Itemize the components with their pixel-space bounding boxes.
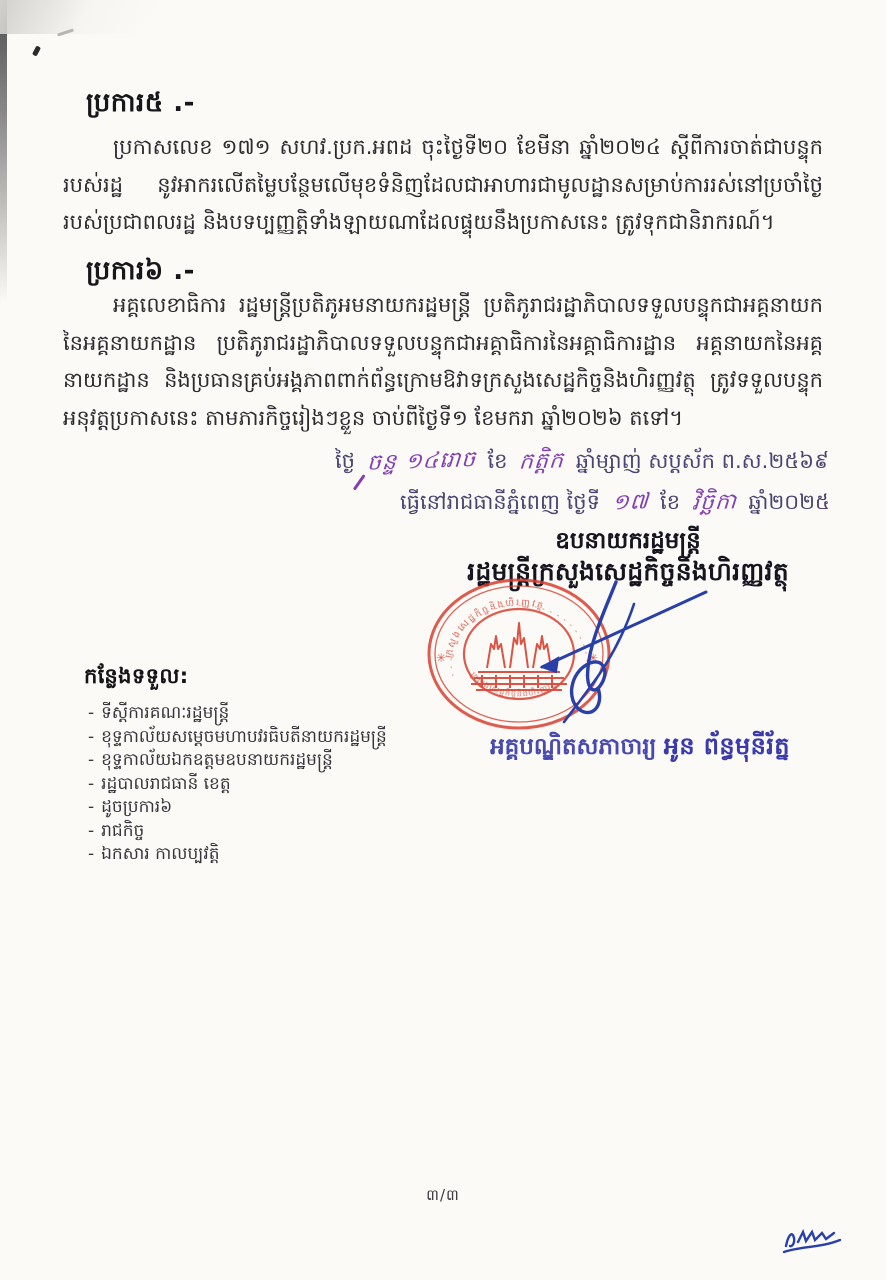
article-6-heading: ប្រការ៦ .-: [86, 256, 195, 286]
handwritten-initial-scribble: [778, 1212, 856, 1262]
recipient-item: - ទីស្តីការគណៈរដ្ឋមន្ត្រី: [88, 703, 230, 723]
scan-corner-shade: [0, 0, 190, 34]
signer-title-minister: រដ្ឋមន្ត្រីក្រសួងសេដ្ឋកិច្ចនិងហិរញ្ញវត្ថុ: [467, 557, 789, 586]
signer-name: អូន ព័ន្ធមុនីរ័ត្ន: [663, 732, 790, 760]
dateline2-month-label: ខែ: [660, 490, 681, 514]
article-5-body: ប្រកាសលេខ ១៧១ សហវ.ប្រក.អពដ ចុះថ្ងៃទី២០ ខែមីនា ឆ្នាំ២០២៤ ស្តីពីការចាត់ជាបន្ទុករបស់រដ្ឋ នូវអាករលើតម្លៃបន្ថែមលើមុខទំនិញដែលជាអាហារជាមូលដ្ឋានសម្រាប់ការរស់នៅប្រចាំថ្ងៃរបស់ប្រជាពលរដ្ឋ និងបទប្បញ្ញត្តិទាំងឡាយណាដែលផ្ទុយនឹងប្រកាសនេះ ត្រូវទុកជានិរាករណ៍។: [63, 135, 823, 234]
svg-text:✳: ✳: [588, 651, 599, 665]
handwritten-lunar-day: ចន្ទ ១៤រោច: [365, 447, 477, 476]
recipient-item: - ខុទ្ទកាល័យសម្តេចមហាបវរធិបតីនាយករដ្ឋមន្ត្រី: [88, 726, 387, 747]
seal-ring-text-bottom: ក្រសួងសេដ្ឋកិច្ចនិងហិរញ្ញវត្ថុ: [468, 670, 559, 699]
minister-signature: [438, 564, 728, 736]
page-number: ៣/៣: [426, 1186, 460, 1204]
lunar-dateline: [335, 447, 829, 479]
dateline2-suffix: ឆ្នាំ២០២៥: [748, 490, 830, 514]
svg-text:✳: ✳: [436, 651, 447, 665]
recipients-heading: កន្លែងទទួល:: [84, 664, 189, 688]
dateline1-month-label: ខែ: [487, 449, 508, 473]
recipient-item: - ដូចប្រការ៦: [88, 797, 173, 817]
recipient-item: - ខុទ្ទកាល័យឯកឧត្តមឧបនាយករដ្ឋមន្ត្រី: [88, 750, 333, 770]
dateline1-prefix: ថ្ងៃ: [335, 449, 355, 473]
handwritten-month-name: វិច្ឆិកា: [690, 489, 738, 516]
dateline1-suffix: ឆ្នាំម្សាញ់ សប្តស័ក ព.ស.២៥៦៩: [575, 449, 829, 473]
dateline2-prefix: ធ្វើនៅរាជធានីភ្នំពេញ ថ្ងៃទី: [400, 490, 600, 514]
recipient-item: - ឯកសារ កាលប្បវត្តិ: [88, 844, 220, 864]
scan-speck: [32, 45, 41, 56]
handwritten-day-number: ១៧: [610, 489, 650, 516]
article-6-body: អគ្គលេខាធិការ រដ្ឋមន្ត្រីប្រតិភូអមនាយករដ្ឋមន្ត្រី ប្រតិភូរាជរដ្ឋាភិបាលទទួលបន្ទុកជាអគ្គនាយកនៃអគ្គនាយកដ្ឋាន ប្រតិភូរាជរដ្ឋាភិបាលទទួលបន្ទុកជាអគ្គាធិការនៃអគ្គាធិការដ្ឋាន អគ្គនាយកនៃអគ្គនាយកដ្ឋាន និងប្រធានគ្រប់អង្គភាពពាក់ព័ន្ធក្រោមឱវាទក្រសួងសេដ្ឋកិច្ចនិងហិរញ្ញវត្ថុ ត្រូវទទួលបន្ទុកអនុវត្តប្រកាសនេះ តាមភារកិច្ចរៀងៗខ្លួន ចាប់ពីថ្ងៃទី១ ខែមករា ឆ្នាំ២០២៦ តទៅ។: [63, 293, 823, 430]
signer-honorific: អគ្គបណ្ឌិតសភាចារ្យ: [490, 734, 657, 760]
civil-dateline: [400, 488, 830, 520]
signer-title-deputy-pm: ឧបនាយករដ្ឋមន្ត្រី: [555, 528, 701, 554]
recipients-block: [84, 663, 387, 867]
handwritten-lunar-month: កត្តិក: [518, 448, 565, 475]
signer-name-line: [440, 731, 840, 766]
seal-ring-text: ក្រសួងសេដ្ឋកិច្ចនិងហិរញ្ញវត្ថុ: [444, 598, 546, 659]
recipient-item: - រាជកិច្ច: [88, 820, 145, 841]
article-5-heading: ប្រការ៥ .-: [86, 88, 195, 118]
recipient-item: - រដ្ឋបាលរាជធានី ខេត្ត: [88, 773, 231, 794]
scan-edge-shadow: [0, 0, 7, 330]
